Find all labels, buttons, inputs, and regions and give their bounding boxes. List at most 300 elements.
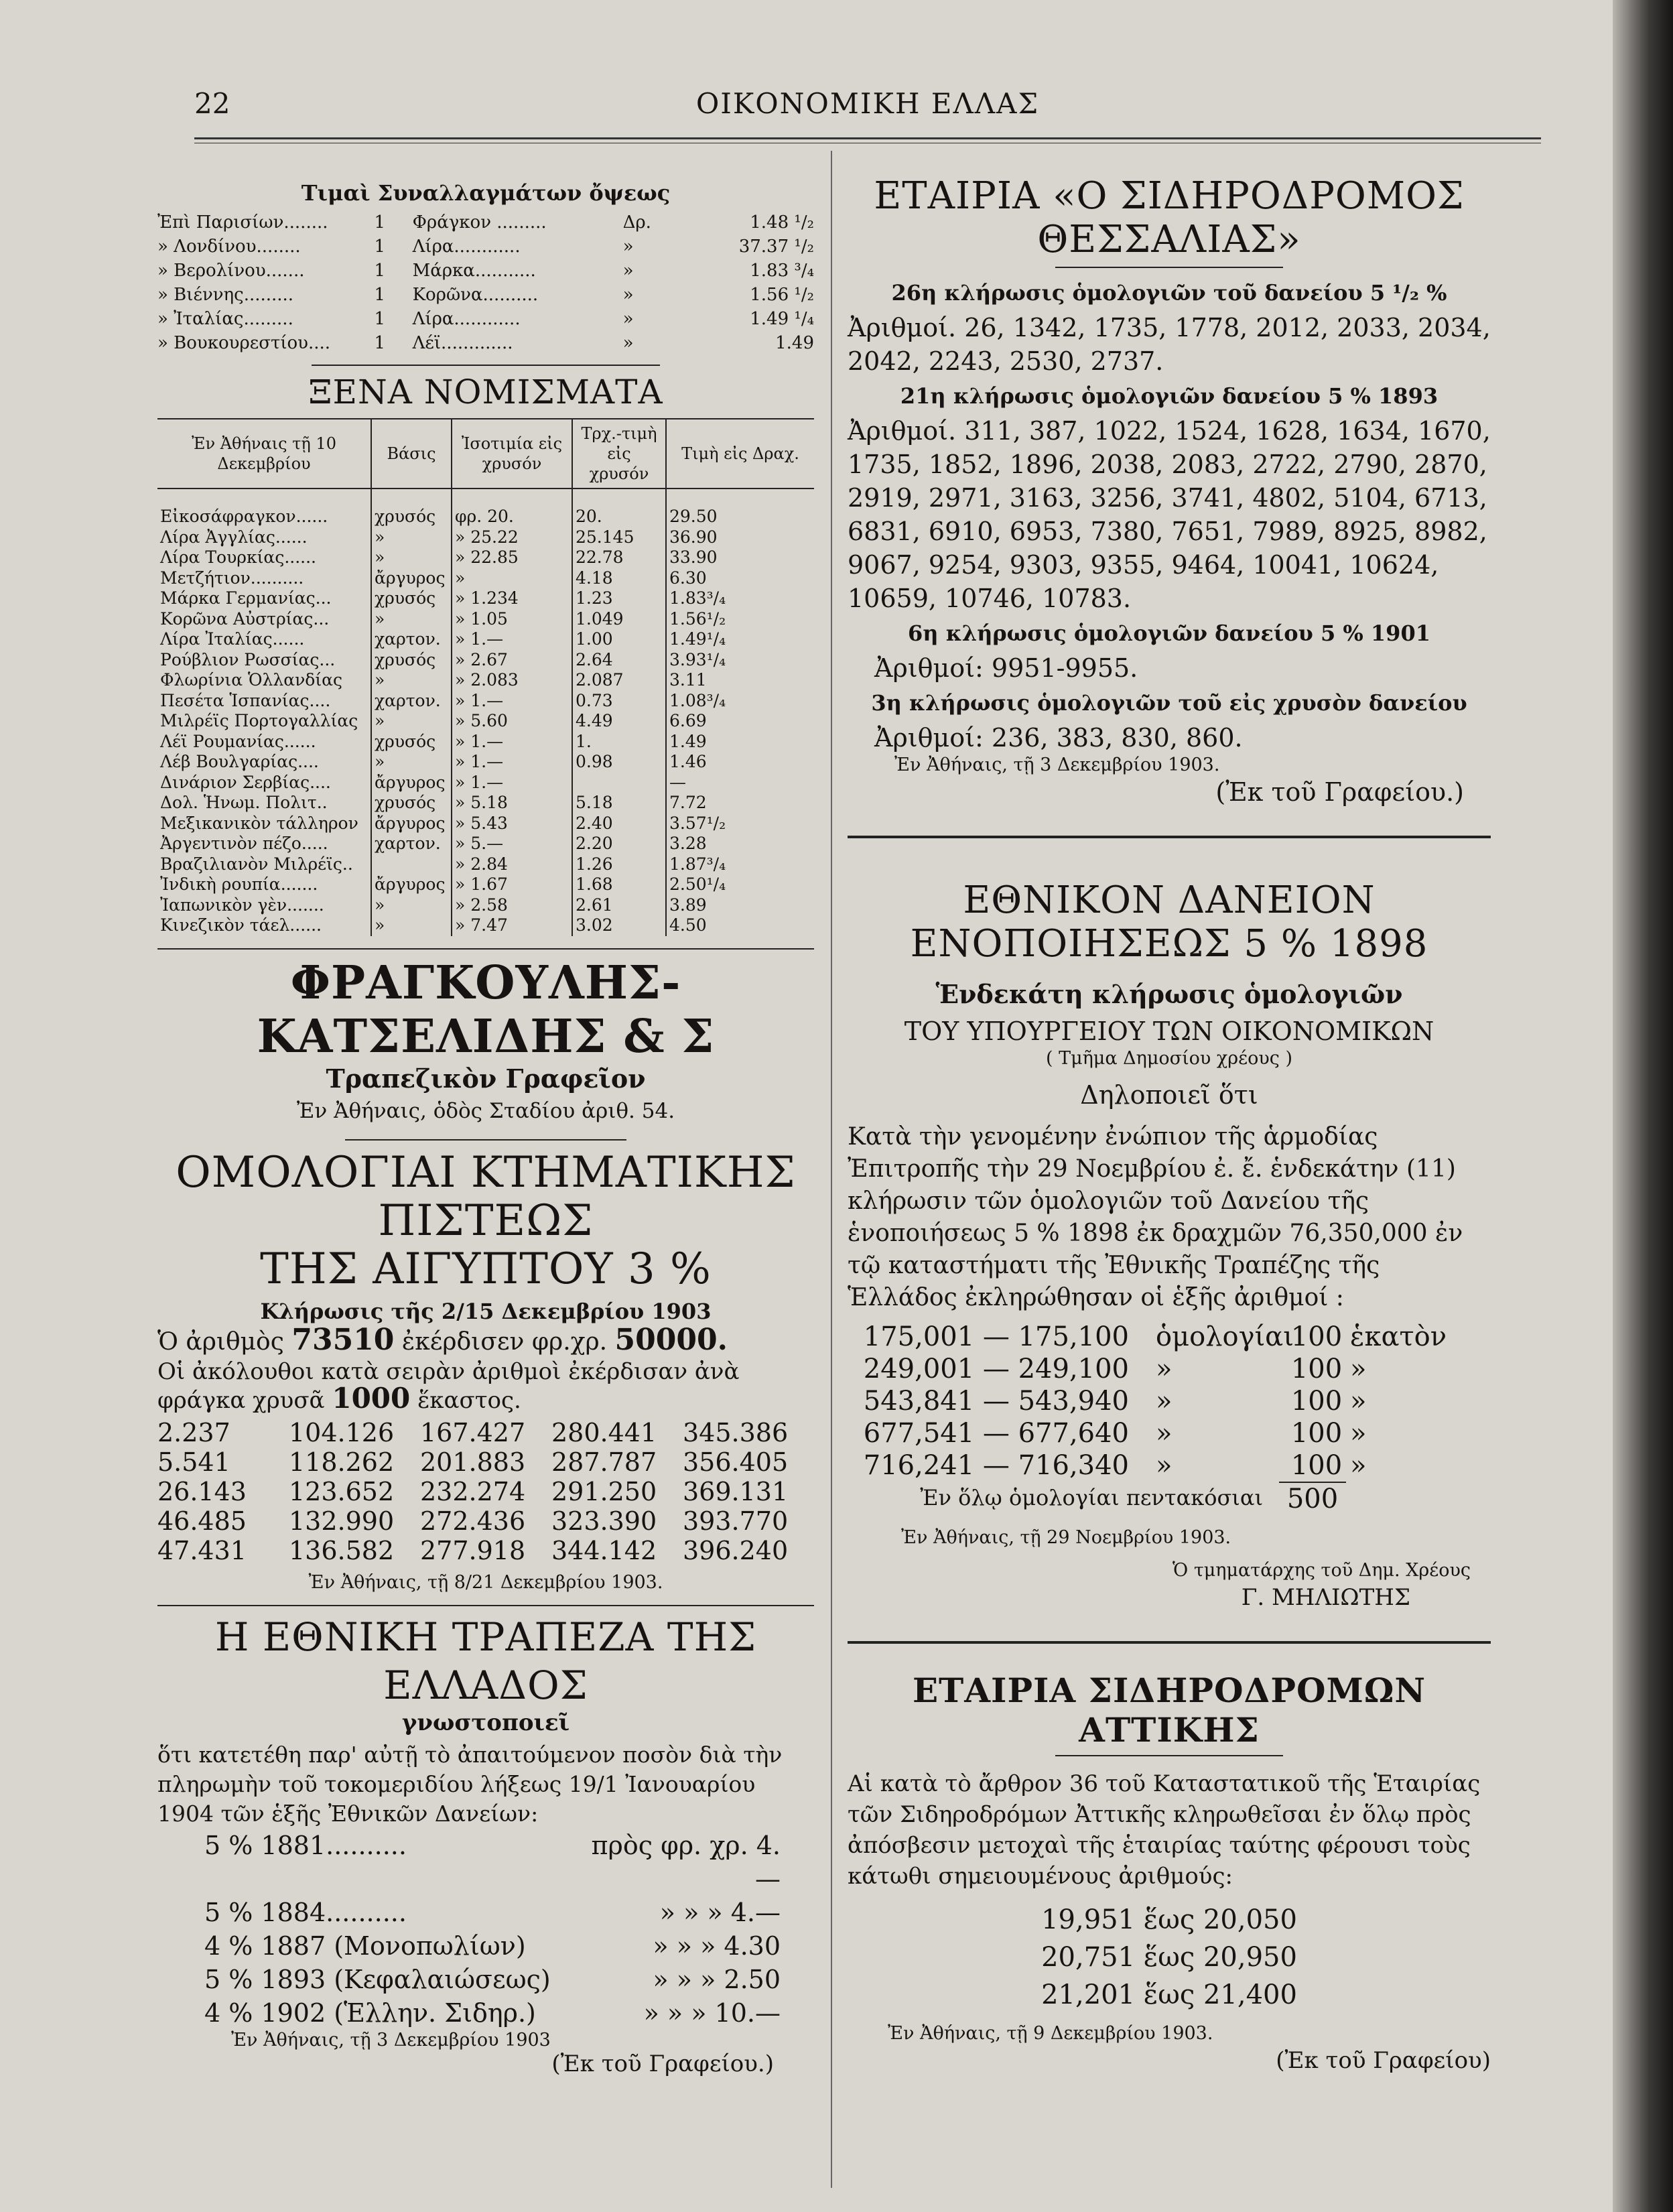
series-d: » bbox=[1350, 1354, 1367, 1384]
loan-name: 5 % 1893 (Κεφαλαιώσεως) bbox=[204, 1964, 551, 1994]
title-rule bbox=[1055, 1755, 1283, 1756]
bank-loans bbox=[204, 1829, 814, 2030]
rate-qty: 1 bbox=[374, 285, 386, 305]
rate-city: Ἐπὶ Παρισίων........ bbox=[157, 212, 328, 233]
table-cell: ἄργυρος bbox=[371, 773, 452, 793]
table-cell: » bbox=[371, 895, 452, 916]
bond-number: 287.787 bbox=[551, 1447, 657, 1477]
table-cell: Πεσέτα Ἱσπανίας.... bbox=[160, 690, 331, 710]
table-cell: Βραζιλιανὸν Μιλρέϊς.. bbox=[160, 854, 353, 874]
series-d: » bbox=[1350, 1450, 1367, 1481]
table-cell: 2.20 bbox=[572, 834, 666, 854]
table-row bbox=[157, 793, 814, 814]
total-label: Ἐν ὅλῳ ὁμολογίαι πεντακόσιαι bbox=[920, 1485, 1263, 1510]
loan-sub-1: Ἑνδεκάτη κλήρωσις ὁμολογιῶν bbox=[935, 979, 1403, 1009]
table-cell: 1. bbox=[572, 732, 666, 753]
rate-city: » Λονδίνου........ bbox=[157, 237, 301, 257]
page-number: 22 bbox=[194, 87, 230, 120]
rate-val: 1.49 ¹/₄ bbox=[750, 309, 815, 329]
series-b: » bbox=[1156, 1418, 1173, 1449]
bond-number: 46.485 bbox=[157, 1506, 247, 1536]
series-c: 100 bbox=[1290, 1450, 1343, 1481]
thessaly-numbers-3: Ἀριθμοί: 9951-9955. bbox=[874, 653, 1138, 683]
table-cell: 2.64 bbox=[572, 650, 666, 671]
attica-title: ΕΤΑΙΡΙΑ ΣΙΔΗΡΟΔΡΟΜΩΝ ΑΤΤΙΚΗΣ bbox=[912, 1671, 1426, 1750]
table-cell: Μιλρέϊς Πορτογαλλίας bbox=[160, 711, 358, 730]
table-cell: 1.46 bbox=[666, 752, 814, 773]
table-row bbox=[157, 773, 814, 793]
table-cell: » 1.67 bbox=[452, 874, 572, 895]
rate-cur: Λίρα............ bbox=[412, 237, 521, 257]
firm-office: Τραπεζικὸν Γραφεῖον bbox=[326, 1063, 646, 1094]
table-cell: » 5.60 bbox=[452, 711, 572, 732]
table-row bbox=[157, 752, 814, 773]
unification-loan bbox=[848, 879, 1491, 1614]
loan-row bbox=[204, 1996, 814, 2030]
thessaly-draw-2: 21η κλήρωσις ὁμολογιῶν δανείου 5 % 1893 bbox=[900, 383, 1438, 409]
attica-text: Αἱ κατὰ τὸ ἄρθρον 36 τοῦ Καταστατικοῦ τῆς Ἑταιρίας τῶν Σιδηροδρόμων Ἀττικῆς κληρωθεῖσαι ἐν ὅλῳ πρὸς ἀπόσβεσιν μετοχαὶ τῆς ἑταιρίας ταύτης φέρουσι τοὺς κάτωθι σημειουμένους ἀριθμούς: bbox=[848, 1770, 1481, 1890]
table-cell: Κορῶνα Αὐστρίας... bbox=[160, 608, 330, 629]
loan-amount: » » » 4.30 bbox=[653, 1931, 781, 1961]
section-rule bbox=[345, 1139, 626, 1141]
rate-qty: 1 bbox=[374, 237, 386, 257]
loan-amount: » » » 2.50 bbox=[653, 1964, 781, 1994]
series-row bbox=[848, 1353, 1491, 1385]
title-rule bbox=[1055, 267, 1283, 268]
bond-number: 5.541 bbox=[157, 1447, 230, 1477]
rate-val: 1.83 ³/₄ bbox=[750, 261, 815, 281]
table-cell: » bbox=[452, 568, 572, 589]
table-cell: » 5.— bbox=[452, 834, 572, 854]
header-rule bbox=[194, 137, 1541, 139]
loan-date: Ἐν Ἀθήναις, τῇ 29 Νοεμβρίου 1903. bbox=[901, 1527, 1231, 1548]
table-header: Ἰσοτιμία εἰς χρυσόν bbox=[452, 419, 572, 489]
text: Ὁ ἀριθμὸς bbox=[157, 1327, 284, 1356]
rate-row bbox=[157, 259, 814, 283]
table-cell: 20. bbox=[572, 489, 666, 527]
table-cell: χαρτον. bbox=[371, 629, 452, 650]
thessaly-draw-4: 3η κλήρωσις ὁμολογιῶν τοῦ εἰς χρυσὸν δανείου bbox=[871, 690, 1467, 716]
bond-number: 123.652 bbox=[289, 1476, 395, 1506]
egypt-line-2: Οἱ ἀκόλουθοι κατὰ σειρὰν ἀριθμοὶ ἐκέρδισαν ἀνὰ bbox=[157, 1358, 740, 1385]
table-cell: Ἰαπωνικὸν γὲν....... bbox=[160, 895, 324, 915]
rate-sign: » bbox=[622, 237, 634, 257]
table-cell: » bbox=[371, 547, 452, 568]
bond-number: 167.427 bbox=[420, 1417, 526, 1447]
table-row bbox=[157, 609, 814, 630]
bond-number: 136.582 bbox=[289, 1535, 395, 1565]
rate-cur: Λίρα............ bbox=[412, 309, 521, 329]
loan-name: 4 % 1887 (Μονοπωλίων) bbox=[204, 1931, 526, 1961]
loan-sub-4: Δηλοποιεῖ ὅτι bbox=[1080, 1080, 1258, 1110]
egypt-draw: Κλήρωσις τῆς 2/15 Δεκεμβρίου 1903 bbox=[260, 1298, 712, 1324]
table-cell: 25.145 bbox=[572, 527, 666, 548]
loan-name: 5 % 1884.......... bbox=[204, 1897, 407, 1927]
series-b: ὁμολογίαι bbox=[1156, 1321, 1294, 1352]
table-cell: » 1.05 bbox=[452, 609, 572, 630]
table-row bbox=[157, 489, 814, 527]
loan-name: 5 % 1881.......... bbox=[204, 1830, 407, 1860]
section-rule bbox=[848, 836, 1491, 838]
rate-val: 1.49 bbox=[775, 333, 815, 353]
bond-number: 232.274 bbox=[420, 1476, 526, 1506]
loan-name: 4 % 1902 (Ἑλλην. Σιδηρ.) bbox=[204, 1998, 536, 2028]
rate-row bbox=[157, 283, 814, 307]
loan-amount: » » » 10.— bbox=[643, 1998, 781, 2028]
series-b: » bbox=[1156, 1386, 1173, 1417]
loan-signatory: Γ. ΜΗΛΙΩΤΗΣ bbox=[1241, 1584, 1410, 1611]
rate-cur: Λέϊ............. bbox=[412, 333, 513, 353]
table-row bbox=[157, 588, 814, 609]
table-cell: » 2.84 bbox=[452, 854, 572, 875]
series-d: » bbox=[1350, 1418, 1367, 1449]
rate-city: » Βιέννης......... bbox=[157, 285, 294, 305]
loan-row bbox=[204, 1896, 814, 1929]
bond-number: 291.250 bbox=[551, 1476, 657, 1506]
text: ἐκέρδισεν φρ.χρ. bbox=[401, 1327, 608, 1356]
table-cell: 22.78 bbox=[572, 547, 666, 568]
share-range: 19,951 ἕως 20,050 bbox=[1041, 1904, 1297, 1935]
thessaly-railway bbox=[848, 174, 1491, 809]
series-a: 249,001 — 249,100 bbox=[863, 1354, 1129, 1384]
text: φράγκα χρυσᾶ bbox=[157, 1386, 325, 1414]
table-cell: » 1.— bbox=[452, 773, 572, 793]
bond-number: 277.918 bbox=[420, 1535, 526, 1565]
bond-number: 344.142 bbox=[551, 1535, 657, 1565]
table-cell: » bbox=[371, 711, 452, 732]
rate-val: 37.37 ¹/₂ bbox=[738, 237, 815, 257]
bond-number: 393.770 bbox=[683, 1506, 789, 1536]
series-a: 543,841 — 543,940 bbox=[863, 1386, 1129, 1417]
table-row bbox=[157, 732, 814, 753]
rate-city: » Βουκουρεστίου.... bbox=[157, 333, 331, 353]
table-cell: Δινάριον Σερβίας.... bbox=[160, 772, 331, 792]
series-a: 677,541 — 677,640 bbox=[863, 1418, 1129, 1449]
table-cell: 1.049 bbox=[572, 609, 666, 630]
table-cell: » 1.234 bbox=[452, 588, 572, 609]
table-header: Ἐν Ἀθήναις τῇ 10 Δεκεμβρίου bbox=[157, 419, 371, 489]
table-cell: 3.11 bbox=[666, 670, 814, 691]
table-row bbox=[157, 670, 814, 691]
table-cell: 1.68 bbox=[572, 874, 666, 895]
rates-title: Τιμαὶ Συναλλαγμάτων ὄψεως bbox=[301, 180, 671, 206]
table-cell: χρυσός bbox=[371, 793, 452, 814]
table-cell: 2.61 bbox=[572, 895, 666, 916]
table-cell: ἄργυρος bbox=[371, 874, 452, 895]
left-column bbox=[157, 154, 814, 2077]
bank-title: Η ΕΘΝΙΚΗ ΤΡΑΠΕΖΑ ΤΗΣ ΕΛΛΑΔΟΣ bbox=[214, 1614, 757, 1708]
table-cell: 0.98 bbox=[572, 752, 666, 773]
rate-row bbox=[157, 210, 814, 235]
section-rule bbox=[157, 948, 814, 950]
table-cell: 1.23 bbox=[572, 588, 666, 609]
bond-number: 280.441 bbox=[551, 1417, 657, 1447]
foreign-coins-title: ΞΕΝΑ ΝΟΜΙΣΜΑΤΑ bbox=[308, 373, 663, 411]
thessaly-title: ΕΤΑΙΡΙΑ «Ο ΣΙΔΗΡΟΔΡΟΜΟΣ ΘΕΣΣΑΛΙΑΣ» bbox=[874, 174, 1465, 261]
fragkoulis-ad bbox=[157, 956, 814, 1124]
table-cell: 29.50 bbox=[666, 489, 814, 527]
winning-number: 73510 bbox=[291, 1322, 395, 1357]
table-cell: Φλωρίνια Ὁλλανδίας bbox=[160, 670, 343, 690]
table-cell: 1.83³/₄ bbox=[666, 588, 814, 609]
table-cell: χρυσός bbox=[371, 650, 452, 671]
bond-number: 104.126 bbox=[289, 1417, 395, 1447]
egypt-numbers bbox=[157, 1418, 814, 1565]
series-c: 100 bbox=[1290, 1386, 1343, 1417]
bond-number: 201.883 bbox=[420, 1447, 526, 1477]
table-cell: 2.40 bbox=[572, 814, 666, 834]
rate-row bbox=[157, 307, 814, 331]
table-cell: 2.50¹/₄ bbox=[666, 874, 814, 895]
thessaly-sign: (Ἐκ τοῦ Γραφείου.) bbox=[1215, 777, 1464, 807]
table-cell: 3.89 bbox=[666, 895, 814, 916]
loan-amount: » » » 4.— bbox=[659, 1897, 781, 1927]
table-cell: » 1.— bbox=[452, 691, 572, 712]
rate-sign: » bbox=[622, 285, 634, 305]
section-rule bbox=[157, 1605, 814, 1606]
exchange-rates bbox=[157, 181, 814, 355]
table-row bbox=[157, 814, 814, 834]
table-cell: 4.18 bbox=[572, 568, 666, 589]
rate-sign: » bbox=[622, 261, 634, 281]
bond-number: 118.262 bbox=[289, 1447, 395, 1477]
table-cell: χαρτον. bbox=[371, 691, 452, 712]
table-cell: 0.73 bbox=[572, 691, 666, 712]
page-header bbox=[194, 87, 1541, 127]
thessaly-draw-1: 26η κλήρωσις ὁμολογιῶν τοῦ δανείου 5 ¹/₂ % bbox=[891, 280, 1447, 306]
table-cell: 1.49¹/₄ bbox=[666, 629, 814, 650]
table-cell: Μετζήτιον.......... bbox=[160, 568, 304, 588]
rate-row bbox=[157, 331, 814, 355]
table-cell: 1.87³/₄ bbox=[666, 854, 814, 875]
table-cell: » 2.083 bbox=[452, 670, 572, 691]
table-cell: » bbox=[371, 527, 452, 548]
attica-date: Ἐν Ἀθήναις, τῇ 9 Δεκεμβρίου 1903. bbox=[888, 2023, 1213, 2044]
table-cell: Λίρα Ἰταλίας...... bbox=[160, 629, 305, 649]
table-cell bbox=[572, 773, 666, 793]
series-row bbox=[848, 1321, 1491, 1353]
national-bank bbox=[157, 1613, 814, 2077]
bond-number: 345.386 bbox=[683, 1417, 789, 1447]
table-cell: χρυσός bbox=[371, 489, 452, 527]
table-cell: 3.57¹/₂ bbox=[666, 814, 814, 834]
table-cell: Δολ. Ἡνωμ. Πολιτ.. bbox=[160, 793, 328, 812]
bond-number: 132.990 bbox=[289, 1506, 395, 1536]
table-cell: 1.00 bbox=[572, 629, 666, 650]
loan-row bbox=[204, 1963, 814, 1996]
table-cell: Ἀργεντινὸν πέζο..... bbox=[160, 834, 328, 853]
table-cell: ἄργυρος bbox=[371, 568, 452, 589]
table-cell: » bbox=[371, 609, 452, 630]
bond-number: 323.390 bbox=[551, 1506, 657, 1536]
rate-qty: 1 bbox=[374, 309, 386, 329]
egypt-line-3 bbox=[157, 1381, 814, 1415]
bond-number: 2.237 bbox=[157, 1417, 230, 1447]
table-cell: 1.49 bbox=[666, 732, 814, 753]
loan-series bbox=[848, 1321, 1491, 1482]
loan-row bbox=[204, 1929, 814, 1963]
table-cell: Λέϊ Ρουμανίας...... bbox=[160, 731, 316, 751]
table-cell: » 5.43 bbox=[452, 814, 572, 834]
bond-number: 47.431 bbox=[157, 1535, 247, 1565]
bond-number: 396.240 bbox=[683, 1535, 789, 1565]
table-cell: » 1.— bbox=[452, 752, 572, 773]
rate-qty: 1 bbox=[374, 212, 386, 233]
bank-sub: γνωστοποιεῖ bbox=[401, 1709, 570, 1736]
series-row bbox=[848, 1385, 1491, 1417]
series-d: » bbox=[1350, 1386, 1367, 1417]
table-cell: 5.18 bbox=[572, 793, 666, 814]
prize: 50000. bbox=[614, 1322, 728, 1357]
loan-title: ΕΘΝΙΚΟΝ ΔΑΝΕΙΟΝ ΕΝΟΠΟΙΗΣΕΩΣ 5 % 1898 bbox=[910, 879, 1428, 966]
rate-city: » Βερολίνου....... bbox=[157, 261, 305, 281]
thessaly-numbers-2: Ἀριθμοί. 311, 387, 1022, 1524, 1628, 1634, 1670, 1735, 1852, 1896, 2038, 2083, 2722, 2790, 2870, 2919, 2971, 3163, 3256, 3741, 4802, 5104, 6713, 6831, 6910, 6953, 7380, 7651, 7989, 8925, 8982, 9067, 9254, 9303, 9355, 9464, 10041, 10624, 10659, 10746, 10783. bbox=[848, 416, 1491, 613]
book-spine bbox=[1613, 0, 1673, 2212]
firm-name: ΦΡΑΓΚΟΥΛΗΣ-ΚΑΤΣΕΛΙΔΗΣ & Σ bbox=[257, 956, 715, 1063]
table-cell: Λίρα Τουρκίας...... bbox=[160, 547, 316, 567]
loan-total bbox=[848, 1482, 1491, 1515]
table-row bbox=[157, 854, 814, 875]
loan-sub-3: ( Τμῆμα Δημοσίου χρέους ) bbox=[1045, 1048, 1293, 1069]
table-cell: 3.93¹/₄ bbox=[666, 650, 814, 671]
journal-title: ΟΙΚΟΝΟΜΙΚΗ ΕΛΛΑΣ bbox=[695, 87, 1040, 120]
table-row bbox=[157, 834, 814, 854]
share-range: 21,201 ἕως 21,400 bbox=[1041, 1979, 1297, 2010]
rate-qty: 1 bbox=[374, 261, 386, 281]
foreign-coins-table bbox=[157, 418, 814, 936]
table-cell: 3.02 bbox=[572, 915, 666, 936]
table-cell: » 1.— bbox=[452, 629, 572, 650]
table-cell bbox=[371, 854, 452, 875]
table-cell: ἄργυρος bbox=[371, 814, 452, 834]
text: ἕκαστος. bbox=[417, 1386, 521, 1414]
prize-amount: 1000 bbox=[332, 1381, 411, 1415]
rate-row bbox=[157, 235, 814, 259]
table-cell: 1.08³/₄ bbox=[666, 691, 814, 712]
table-row bbox=[157, 568, 814, 589]
loan-row bbox=[204, 1829, 814, 1896]
table-row bbox=[157, 711, 814, 732]
table-cell: 36.90 bbox=[666, 527, 814, 548]
series-a: 716,241 — 716,340 bbox=[863, 1450, 1129, 1481]
bank-date: Ἐν Ἀθήναις, τῇ 3 Δεκεμβρίου 1903 bbox=[231, 2029, 551, 2051]
series-d: ἑκατὸν bbox=[1350, 1321, 1447, 1352]
egypt-date: Ἐν Ἀθήναις, τῇ 8/21 Δεκεμβρίου 1903. bbox=[308, 1571, 663, 1593]
table-cell: — bbox=[666, 773, 814, 793]
series-c: 100 bbox=[1290, 1418, 1343, 1449]
table-cell: Ἰνδικὴ ρουπία....... bbox=[160, 874, 318, 894]
table-cell: 1.56¹/₂ bbox=[666, 609, 814, 630]
thessaly-numbers-1: Ἀριθμοί. 26, 1342, 1735, 1778, 2012, 2033, 2034, 2042, 2243, 2530, 2737. bbox=[848, 313, 1491, 376]
egypt-bonds bbox=[157, 1149, 814, 1593]
rate-city: » Ἰταλίας......... bbox=[157, 309, 293, 329]
rate-sign: Δρ. bbox=[622, 212, 651, 233]
table-row bbox=[157, 629, 814, 650]
rate-sign: » bbox=[622, 333, 634, 353]
rate-val: 1.48 ¹/₂ bbox=[750, 212, 815, 233]
table-cell: 33.90 bbox=[666, 547, 814, 568]
table-cell: 2.087 bbox=[572, 670, 666, 691]
right-column bbox=[848, 154, 1491, 2077]
table-cell: » bbox=[371, 915, 452, 936]
table-cell: Λέβ Βουλγαρίας.... bbox=[160, 752, 319, 771]
rate-cur: Μάρκα........... bbox=[412, 261, 536, 281]
table-cell: Λίρα Ἀγγλίας...... bbox=[160, 527, 308, 547]
table-row bbox=[157, 650, 814, 671]
total-value: 500 bbox=[1279, 1482, 1346, 1515]
egypt-title-2: ΤΗΣ ΑΙΓΥΠΤΟΥ 3 % bbox=[260, 1244, 712, 1294]
table-cell: χρυσός bbox=[371, 588, 452, 609]
table-cell: Εἰκοσάφραγκον...... bbox=[160, 507, 328, 526]
column-divider bbox=[831, 151, 832, 2188]
table-cell: » 25.22 bbox=[452, 527, 572, 548]
table-cell: » 2.67 bbox=[452, 650, 572, 671]
table-cell: 6.69 bbox=[666, 711, 814, 732]
series-b: » bbox=[1156, 1450, 1173, 1481]
table-cell: » bbox=[371, 670, 452, 691]
table-cell: » 22.85 bbox=[452, 547, 572, 568]
table-cell: » 2.58 bbox=[452, 895, 572, 916]
table-cell: Μάρκα Γερμανίας... bbox=[160, 588, 332, 608]
attica-ranges bbox=[848, 1901, 1491, 2014]
table-cell: 1.26 bbox=[572, 854, 666, 875]
bond-number: 369.131 bbox=[683, 1476, 789, 1506]
table-row bbox=[157, 915, 814, 936]
table-cell: 4.50 bbox=[666, 915, 814, 936]
loan-amount: πρὸς φρ. χρ. 4.— bbox=[591, 1830, 781, 1894]
loan-signatory-title: Ὁ τμηματάρχης τοῦ Δημ. Χρέους bbox=[1173, 1560, 1471, 1581]
table-cell: 7.72 bbox=[666, 793, 814, 814]
firm-address: Ἐν Ἀθήναις, ὁδὸς Σταδίου ἀριθ. 54. bbox=[296, 1098, 675, 1123]
table-cell: φρ. 20. bbox=[452, 489, 572, 527]
loan-text: Κατὰ τὴν γενομένην ἐνώπιον τῆς ἁρμοδίας Ἐπιτροπῆς τὴν 29 Νοεμβρίου ἐ. ἔ. ἑνδεκάτην (11) κλήρωσιν τῶν ὁμολογιῶν τοῦ Δανείου τῆς ἑνοποιήσεως 5 % 1898 ἐκ δραχμῶν 76,350,000 ἐν τῷ καταστήματι τῆς Ἐθνικῆς Τραπέζης τῆς Ἑλλάδος ἐκληρώθησαν οἱ ἑξῆς ἀριθμοί : bbox=[848, 1123, 1463, 1311]
share-range: 20,751 ἕως 20,950 bbox=[1041, 1942, 1297, 1973]
table-row bbox=[157, 895, 814, 916]
loan-sub-2: ΤΟΥ ΥΠΟΥΡΓΕΙΟΥ ΤΩΝ ΟΙΚΟΝΟΜΙΚΩΝ bbox=[904, 1017, 1434, 1046]
series-b: » bbox=[1156, 1354, 1173, 1384]
attica-sign: (Ἐκ τοῦ Γραφείου) bbox=[1276, 2047, 1491, 2074]
table-cell: » bbox=[371, 752, 452, 773]
bond-number: 356.405 bbox=[683, 1447, 789, 1477]
thessaly-numbers-4: Ἀριθμοί: 236, 383, 830, 860. bbox=[874, 723, 1243, 753]
table-cell: χρυσός bbox=[371, 732, 452, 753]
series-a: 175,001 — 175,100 bbox=[863, 1321, 1129, 1352]
rate-cur: Φράγκον ......... bbox=[412, 212, 547, 233]
rate-sign: » bbox=[622, 309, 634, 329]
table-header: Τρχ.-τιμὴ εἰς χρυσόν bbox=[572, 419, 666, 489]
table-cell: 4.49 bbox=[572, 711, 666, 732]
bank-sign: (Ἐκ τοῦ Γραφείου.) bbox=[551, 2050, 774, 2077]
table-header: Τιμὴ εἰς Δραχ. bbox=[666, 419, 814, 489]
table-cell: » 5.18 bbox=[452, 793, 572, 814]
table-cell: 3.28 bbox=[666, 834, 814, 854]
table-row bbox=[157, 547, 814, 568]
thessaly-draw-3: 6η κλήρωσις ὁμολογιῶν δανείου 5 % 1901 bbox=[908, 621, 1430, 646]
table-row bbox=[157, 527, 814, 548]
bond-number: 272.436 bbox=[420, 1506, 526, 1536]
section-rule bbox=[312, 365, 660, 366]
attica-railways bbox=[848, 1671, 1491, 2077]
table-cell: 6.30 bbox=[666, 568, 814, 589]
table-row bbox=[157, 691, 814, 712]
table-header: Βάσις bbox=[371, 419, 452, 489]
section-rule bbox=[848, 1641, 1491, 1644]
table-row bbox=[157, 874, 814, 895]
table-cell: » 1.— bbox=[452, 732, 572, 753]
table-cell: Μεξικανικὸν τάλληρον bbox=[160, 813, 358, 833]
series-row bbox=[848, 1449, 1491, 1482]
series-row bbox=[848, 1417, 1491, 1449]
